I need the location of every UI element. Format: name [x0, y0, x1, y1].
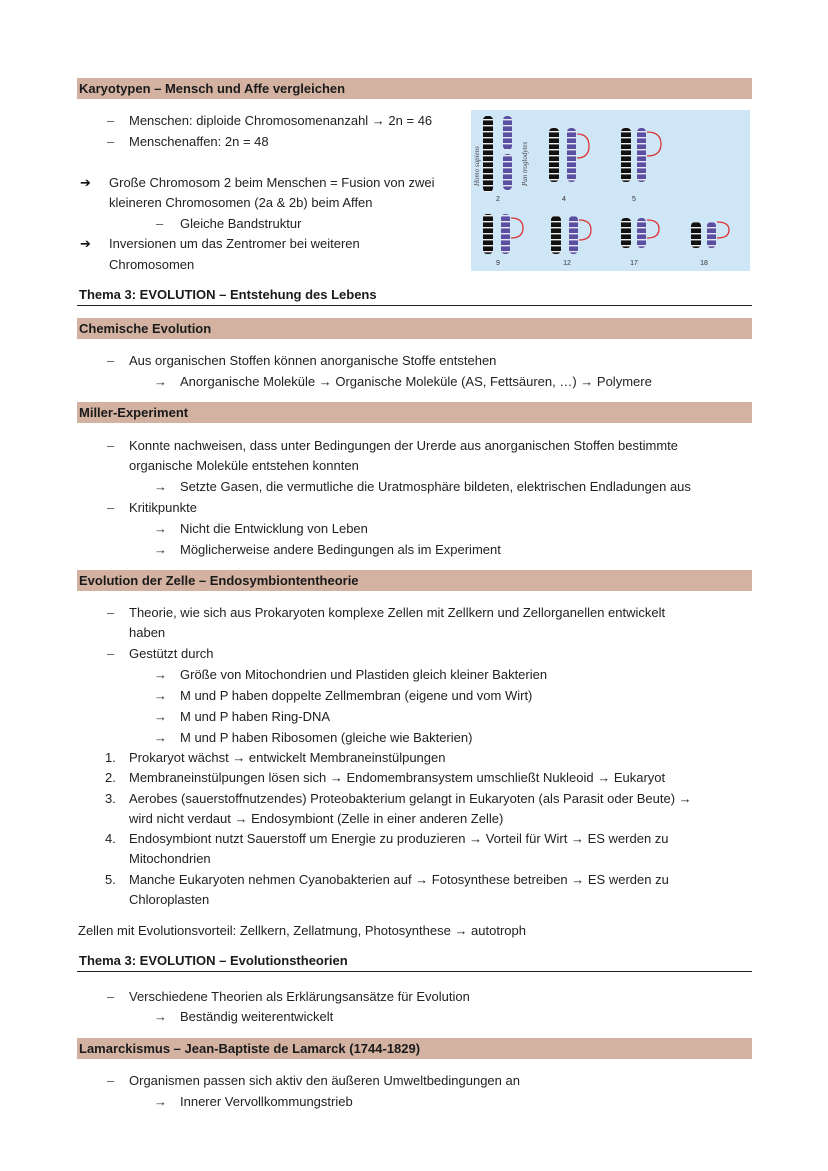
- step-text-continued: Chloroplasten: [129, 892, 210, 907]
- step-text-continued: wird nicht verdaut → Endosymbiont (Zelle in einer anderen Zelle): [129, 811, 504, 826]
- sub-item: Anorganische Moleküle → Organische Moleküle (AS, Fettsäuren, …) → Polymere: [180, 374, 652, 389]
- section-header-karyotypen: Karyotypen – Mensch und Affe vergleichen: [77, 78, 752, 99]
- dash-bullet: –: [107, 113, 115, 128]
- arrow-right-icon: →: [154, 374, 167, 389]
- section-header-chemische-evolution: Chemische Evolution: [77, 318, 752, 339]
- dash-bullet: –: [107, 353, 115, 368]
- arrow-right-icon: →: [154, 1094, 167, 1109]
- list-item: Organismen passen sich aktiv den äußeren Umweltbedingungen an: [129, 1073, 520, 1088]
- step-text: Endosymbiont nutzt Sauerstoff um Energie zu produzieren → Vorteil für Wirt → ES werden zu: [129, 831, 669, 846]
- arrow-bullet-icon: ➔: [80, 175, 91, 190]
- sub-item: M und P haben Ribosomen (gleiche wie Bakterien): [180, 730, 473, 745]
- dash-bullet: –: [107, 500, 115, 515]
- dash-bullet: –: [107, 605, 115, 620]
- step-number: 3.: [105, 791, 116, 806]
- sub-item: Möglicherweise andere Bedingungen als im Experiment: [180, 542, 501, 557]
- sub-item: Nicht die Entwicklung von Leben: [180, 521, 368, 536]
- sub-item: M und P haben Ring-DNA: [180, 709, 331, 724]
- dash-bullet: –: [107, 646, 115, 661]
- chromosome-label: 18: [700, 260, 708, 267]
- karyotype-chromosomes-graphic: [471, 110, 750, 271]
- arrow-right-icon: →: [154, 1009, 167, 1024]
- species-label-ape: Pan troglodytes: [521, 141, 529, 186]
- species-label-human: Homo sapiens: [473, 146, 481, 186]
- arrow-right-icon: →: [154, 688, 167, 703]
- list-item-continued: haben: [129, 625, 166, 640]
- dash-bullet: –: [107, 438, 115, 453]
- step-number: 1.: [105, 750, 116, 765]
- section-header-miller: Miller-Experiment: [77, 402, 752, 423]
- list-item: Theorie, wie sich aus Prokaryoten komplexe Zellen mit Zellkern und Zellorganellen entwickelt: [129, 605, 666, 620]
- topic-heading: Thema 3: EVOLUTION – Entstehung des Lebens: [77, 285, 752, 306]
- dash-bullet: –: [107, 134, 115, 149]
- karyotype-comparison-figure: [471, 110, 750, 271]
- list-item: Gestützt durch: [129, 646, 214, 661]
- list-item: Menschen: diploide Chromosomenanzahl → 2n = 46: [129, 113, 433, 128]
- summary-text: Zellen mit Evolutionsvorteil: Zellkern, Zellatmung, Photosynthese → autotroph: [78, 923, 526, 938]
- list-item: Verschiedene Theorien als Erklärungsansätze für Evolution: [129, 989, 470, 1004]
- step-text: Aerobes (sauerstoffnutzendes) Proteobakterium gelangt in Eukaryoten (als Parasit oder Beute) →: [129, 791, 692, 806]
- chromosome-label: 9: [496, 260, 500, 267]
- chromosome-label: 4: [562, 196, 566, 203]
- step-text: Manche Eukaryoten nehmen Cyanobakterien auf → Fotosynthese betreiben → ES werden zu: [129, 872, 669, 887]
- step-number: 2.: [105, 770, 116, 785]
- section-header-lamarckismus: Lamarckismus – Jean-Baptiste de Lamarck (1744-1829): [77, 1038, 752, 1059]
- sub-item: Beständig weiterentwickelt: [180, 1009, 334, 1024]
- step-number: 4.: [105, 831, 116, 846]
- dash-bullet: –: [107, 1073, 115, 1088]
- chromosome-label: 17: [630, 260, 638, 267]
- dash-bullet: –: [156, 216, 164, 231]
- sub-item: M und P haben doppelte Zellmembran (eigene und vom Wirt): [180, 688, 533, 703]
- arrow-right-icon: →: [154, 709, 167, 724]
- sub-item: Größe von Mitochondrien und Plastiden gleich kleiner Bakterien: [180, 667, 548, 682]
- topic-heading: Thema 3: EVOLUTION – Evolutionstheorien: [77, 951, 752, 972]
- arrow-right-icon: →: [154, 542, 167, 557]
- arrow-right-icon: →: [154, 730, 167, 745]
- step-text: Membraneinstülpungen lösen sich → Endomembransystem umschließt Nukleoid → Eukaryot: [129, 770, 666, 785]
- arrow-right-icon: →: [154, 479, 167, 494]
- sub-item: Innerer Vervollkommungstrieb: [180, 1094, 353, 1109]
- list-item: Aus organischen Stoffen können anorganische Stoffe entstehen: [129, 353, 497, 368]
- chromosome-label: 12: [563, 260, 571, 267]
- chromosome-label: 2: [496, 196, 500, 203]
- step-text-continued: Mitochondrien: [129, 851, 211, 866]
- arrow-item-line: Große Chromosom 2 beim Menschen = Fusion von zwei: [109, 175, 435, 190]
- list-item: Kritikpunkte: [129, 500, 197, 515]
- list-item: Menschenaffen: 2n = 48: [129, 134, 269, 149]
- dash-bullet: –: [107, 989, 115, 1004]
- chromosome-label: 5: [632, 196, 636, 203]
- arrow-bullet-icon: ➔: [80, 236, 91, 251]
- arrow-item-line: kleineren Chromosomen (2a & 2b) beim Affen: [109, 195, 373, 210]
- section-header-endosymbiontentheorie: Evolution der Zelle – Endosymbiontentheorie: [77, 570, 752, 591]
- step-text: Prokaryot wächst → entwickelt Membraneinstülpungen: [129, 750, 446, 765]
- arrow-item-line: Chromosomen: [109, 257, 195, 272]
- list-item-continued: organische Moleküle entstehen konnten: [129, 458, 359, 473]
- sub-item: Gleiche Bandstruktur: [180, 216, 302, 231]
- arrow-right-icon: →: [154, 521, 167, 536]
- arrow-right-icon: →: [154, 667, 167, 682]
- sub-item: Setzte Gasen, die vermutliche die Uratmosphäre bildeten, elektrischen Endladungen aus: [180, 479, 691, 494]
- step-number: 5.: [105, 872, 116, 887]
- list-item: Konnte nachweisen, dass unter Bedingungen der Urerde aus anorganischen Stoffen bestimmte: [129, 438, 679, 453]
- arrow-item-line: Inversionen um das Zentromer bei weiteren: [109, 236, 360, 251]
